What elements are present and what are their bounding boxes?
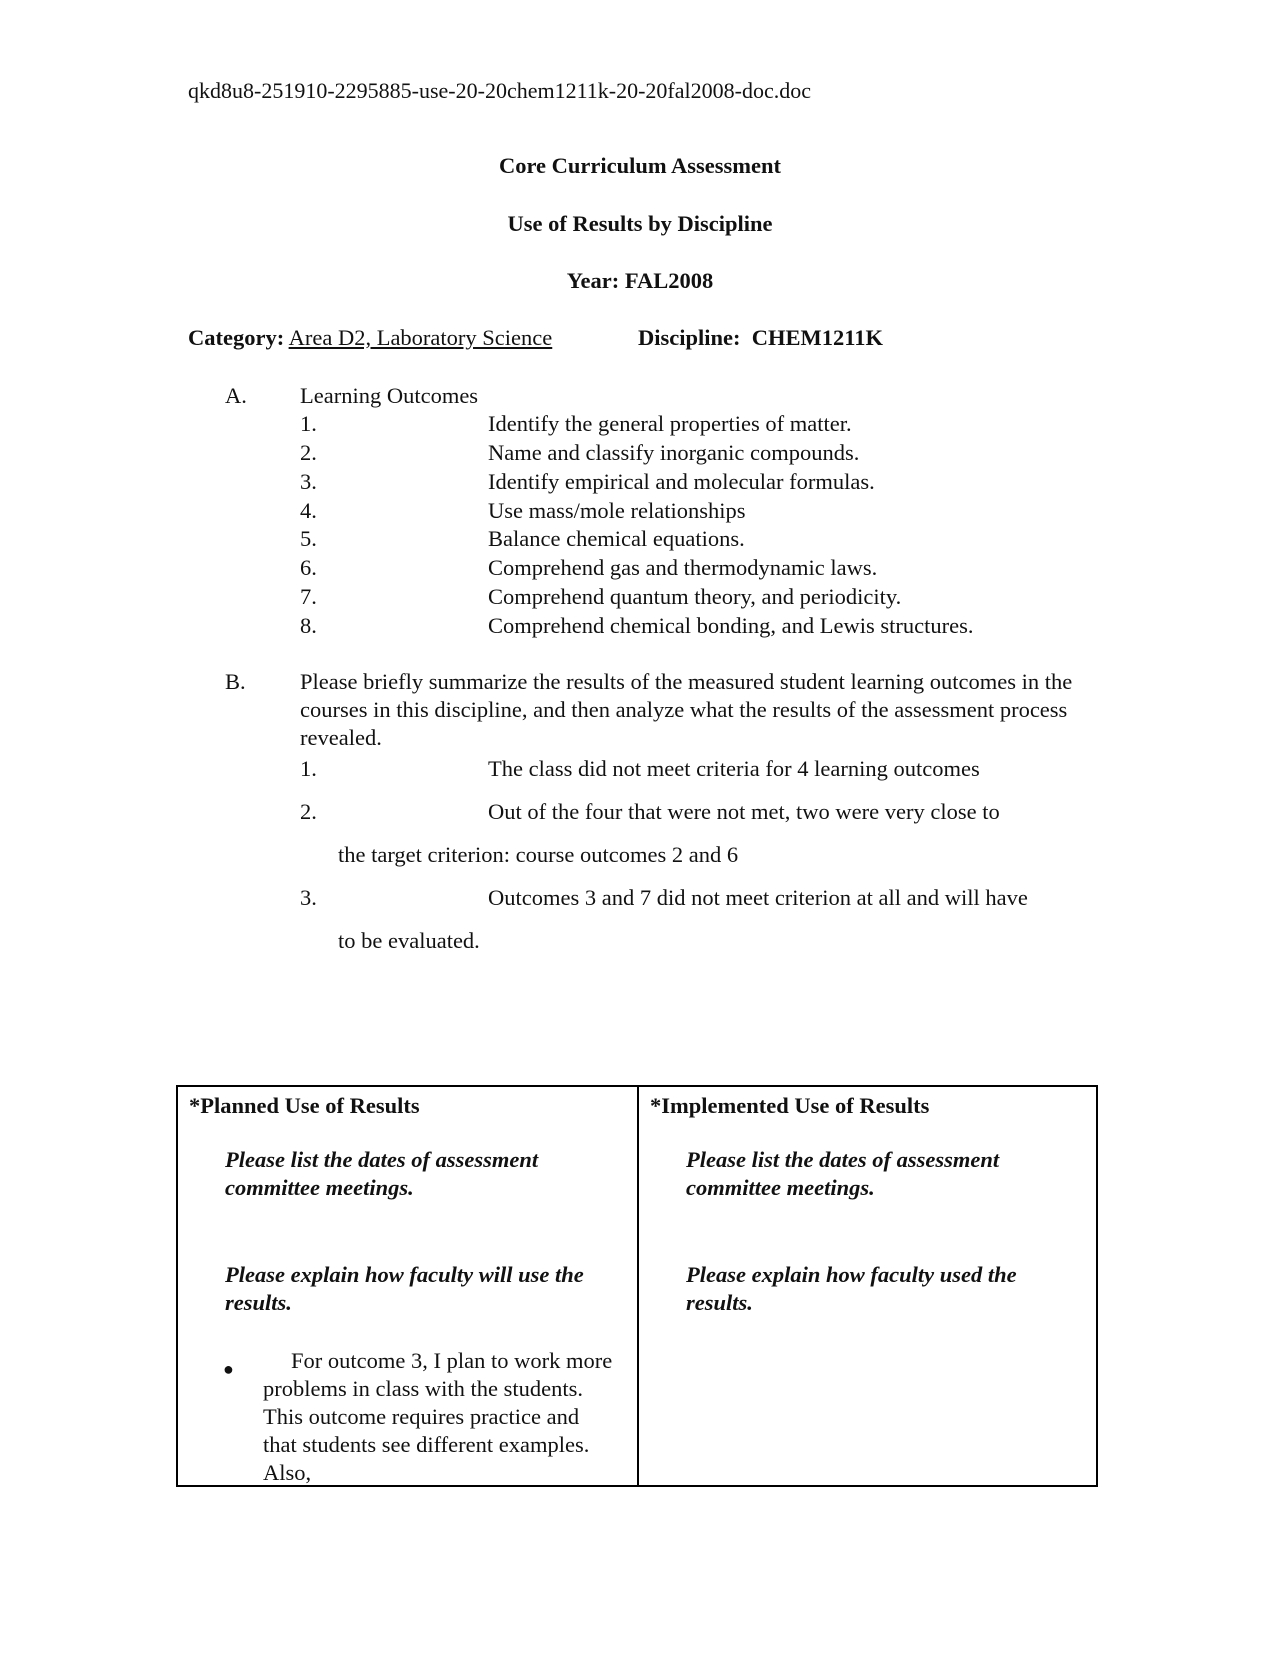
outcome-text: Comprehend gas and thermodynamic laws.	[488, 555, 878, 580]
planned-bullet-text	[263, 1347, 613, 1487]
outcome-text: Comprehend chemical bonding, and Lewis structures.	[488, 613, 974, 638]
outcome-text: Use mass/mole relationships	[488, 498, 746, 523]
discipline-label: Discipline:	[638, 325, 741, 350]
outcome-number: 8.	[300, 613, 317, 638]
document-filename: qkd8u8-251910-2295885-use-20-20chem1211k-20-20fal2008-doc.doc	[188, 78, 811, 103]
category-value: Area D2, Laboratory Science	[288, 325, 553, 350]
outcome-text: Identify the general properties of matter.	[488, 411, 852, 436]
planned-bullet-content: For outcome 3, I plan to work more problems in class with the students. This outcome requires practice and that students see different examples. Also,	[263, 1348, 613, 1485]
result-text: Out of the four that were not met, two were very close to	[488, 799, 1000, 824]
use-of-results-table	[176, 1085, 1098, 1487]
outcome-number: 3.	[300, 469, 317, 494]
result-continuation: to be evaluated.	[338, 928, 480, 953]
section-b-prompt: Please briefly summarize the results of the measured student learning outcomes in the courses in this discipline, and then analyze what the results of the assessment process revealed.	[300, 669, 1073, 750]
section-b-letter: B.	[225, 669, 246, 694]
implemented-dates-prompt: Please list the dates of assessment committee meetings.	[686, 1147, 1000, 1200]
planned-column	[178, 1087, 637, 1485]
outcome-number: 5.	[300, 526, 317, 551]
year-heading: Year: FAL2008	[566, 268, 714, 293]
discipline-line	[638, 324, 883, 352]
outcome-text: Balance chemical equations.	[488, 526, 745, 551]
outcome-number: 2.	[300, 440, 317, 465]
result-text: The class did not meet criteria for 4 learning outcomes	[488, 756, 980, 781]
section-a-letter: A.	[225, 383, 247, 408]
section-a-title: Learning Outcomes	[300, 383, 479, 408]
bullet-icon: ●	[223, 1359, 234, 1379]
outcome-number: 4.	[300, 498, 317, 523]
outcome-number: 7.	[300, 584, 317, 609]
result-continuation: the target criterion: course outcomes 2 and 6	[338, 842, 739, 867]
category-label: Category:	[188, 325, 285, 350]
result-number: 1.	[300, 756, 317, 781]
page-title: Core Curriculum Assessment	[498, 153, 782, 178]
planned-explain-prompt: Please explain how faculty will use the results.	[225, 1262, 584, 1315]
result-text: Outcomes 3 and 7 did not meet criterion at all and will have	[488, 885, 1028, 910]
category-line	[188, 324, 552, 352]
discipline-value: CHEM1211K	[751, 325, 884, 350]
outcome-text: Name and classify inorganic compounds.	[488, 440, 860, 465]
outcome-number: 1.	[300, 411, 317, 436]
result-number: 2.	[300, 799, 317, 824]
result-number: 3.	[300, 885, 317, 910]
outcome-number: 6.	[300, 555, 317, 580]
implemented-explain-prompt: Please explain how faculty used the results.	[686, 1262, 1017, 1315]
page-subtitle: Use of Results by Discipline	[507, 211, 773, 236]
outcome-text: Comprehend quantum theory, and periodicity.	[488, 584, 902, 609]
implemented-heading: *Implemented Use of Results	[650, 1093, 930, 1118]
implemented-column	[637, 1087, 1096, 1485]
outcome-text: Identify empirical and molecular formulas.	[488, 469, 875, 494]
planned-dates-prompt: Please list the dates of assessment committee meetings.	[225, 1147, 539, 1200]
planned-heading: *Planned Use of Results	[189, 1093, 420, 1118]
